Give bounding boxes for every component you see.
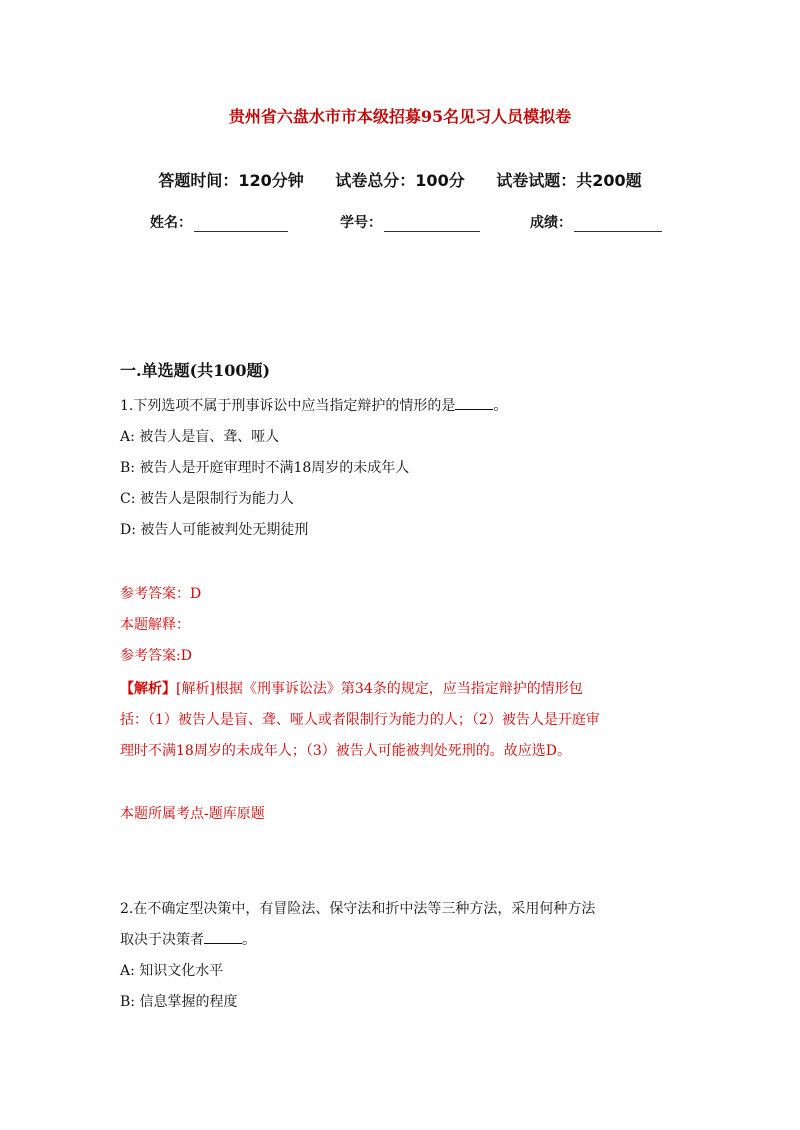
question-1-stem: 1.下列选项不属于刑事诉讼中应当指定辩护的情形的是 。: [120, 398, 508, 414]
student-id-field: [340, 212, 480, 232]
answer-blank: [204, 931, 242, 944]
analysis-tag: 【解析】: [120, 681, 176, 697]
section-heading: 一.单选题(共100题): [120, 361, 271, 380]
grade-label: 成绩：: [530, 215, 572, 231]
question-1-option-b: B: 被告人是开庭审理时不满18周岁的未成年人: [120, 460, 410, 476]
question-1-option-a: A: 被告人是盲、聋、哑人: [120, 429, 280, 445]
question-2-option-a: A: 知识文化水平: [120, 963, 224, 979]
name-label: 姓名：: [150, 215, 192, 231]
answer-blank: [455, 397, 493, 410]
exam-time: 答题时间：120分钟: [158, 171, 304, 190]
question-2-option-b: B: 信息掌握的程度: [120, 994, 238, 1010]
question-1-analysis-line-2: 括：（1）被告人是盲、聋、哑人或者限制行为能力的人；（2）被告人是开庭审: [120, 712, 600, 728]
student-id-label: 学号：: [340, 215, 382, 231]
question-1-explanation-label: 本题解释：: [120, 617, 190, 633]
question-1-reference-answer-2: 参考答案:D: [120, 648, 192, 664]
name-field: [150, 212, 288, 232]
exam-meta: [0, 168, 800, 191]
question-1-analysis-line-1: 【解析】[解析]根据《刑事诉讼法》第34条的规定，应当指定辩护的情形包: [120, 681, 583, 697]
name-blank: [194, 217, 288, 232]
grade-blank: [574, 217, 662, 232]
exam-title: 贵州省六盘水市市本级招募95名见习人员模拟卷: [228, 107, 572, 126]
student-id-blank: [384, 217, 480, 232]
question-1-analysis-line-3: 理时不满18周岁的未成年人；（3）被告人可能被判处死刑的。故应选D。: [120, 743, 571, 759]
question-2-stem-line-1: 2.在不确定型决策中，有冒险法、保守法和折中法等三种方法，采用何种方法: [120, 901, 596, 917]
exam-question-count: 试卷试题：共200题: [496, 171, 642, 190]
exam-total-score: 试卷总分：100分: [335, 171, 465, 190]
question-1-reference-answer: 参考答案：D: [120, 586, 202, 602]
question-1-option-c: C: 被告人是限制行为能力人: [120, 491, 294, 507]
question-1-option-d: D: 被告人可能被判处无期徒刑: [120, 522, 309, 538]
grade-field: [530, 212, 662, 232]
question-2-stem-line-2: 取决于决策者 。: [120, 932, 256, 948]
question-1-topic: 本题所属考点-题库原题: [120, 806, 265, 822]
